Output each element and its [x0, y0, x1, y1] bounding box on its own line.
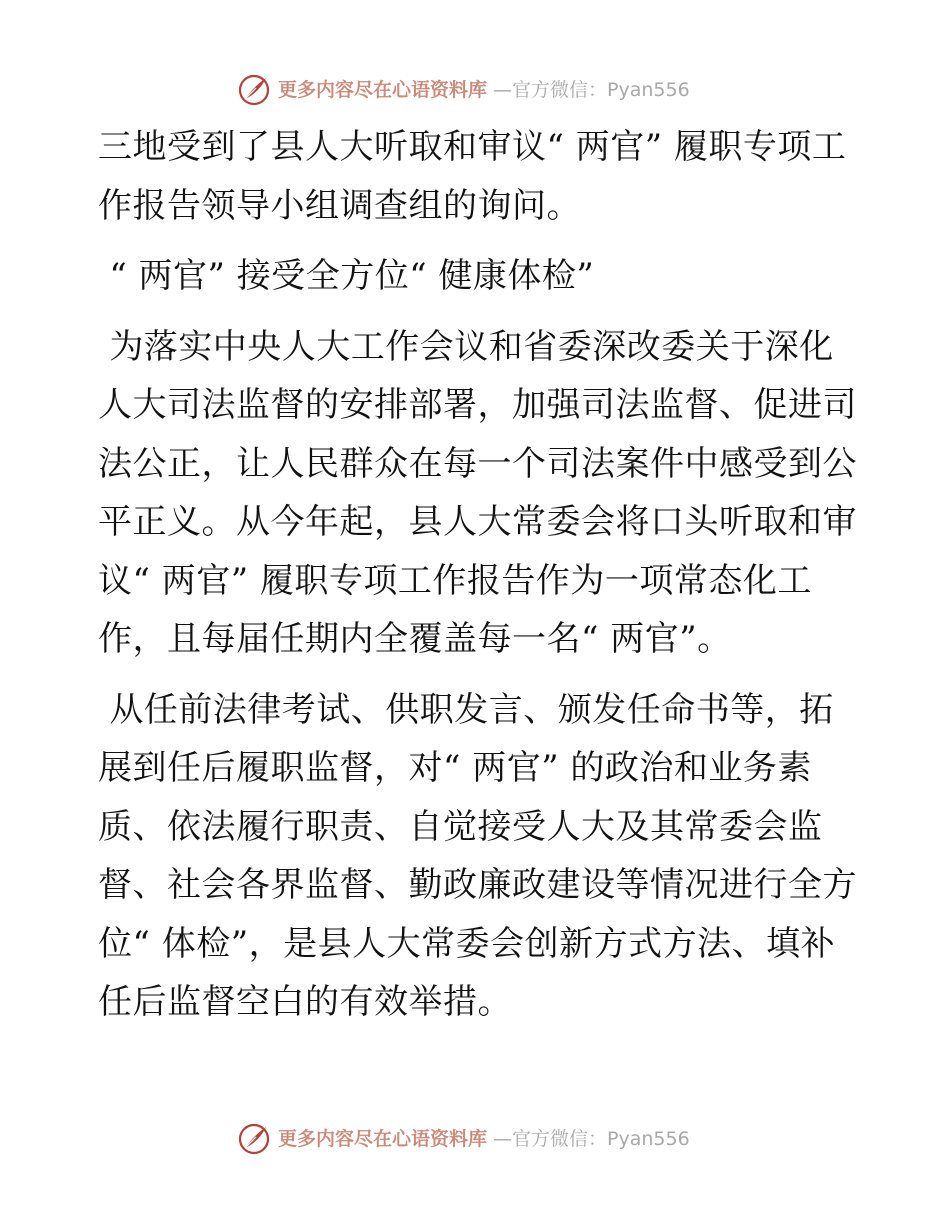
header-watermark: [236, 72, 690, 108]
section-heading: “ 两官” 接受全方位“ 健康体检”: [98, 256, 595, 296]
footer-watermark: [236, 1121, 690, 1157]
paragraph-1: 三地受到了县人大听取和审议“ 两官” 履职专项工作报告领导小组调查组的询问。: [98, 127, 847, 226]
banner-wechat-text: —官方微信：Pyan556: [493, 1127, 690, 1150]
document-body: [98, 118, 858, 1032]
banner-main-text: 更多内容尽在心语资料库: [278, 78, 488, 101]
feather-pen-logo-icon: [236, 72, 272, 108]
paragraph-3: 从任前法律考试、供职发言、颁发任命书等，拓展到任后履职监督，对“ 两官” 的政治和业务素质、依法履行职责、自觉接受人大及其常委会监督、社会各界监督、勤政廉政建设等情况进行全方位“ 体检”，是县人大常委会创新方式方法、填补任后监督空白的有效举措。: [98, 689, 857, 1022]
paragraph-2: 为落实中央人大工作会议和省委深改委关于深化人大司法监督的安排部署，加强司法监督、促进司法公正，让人民群众在每一个司法案件中感受到公平正义。从今年起，县人大常委会将口头听取和审议“ 两官” 履职专项工作报告作为一项常态化工作，且每届任期内全覆盖每一名“ 两官”。: [98, 326, 857, 659]
banner-main-text: 更多内容尽在心语资料库: [278, 1127, 488, 1150]
feather-pen-logo-icon: [236, 1121, 272, 1157]
banner-wechat-text: —官方微信：Pyan556: [493, 78, 690, 101]
